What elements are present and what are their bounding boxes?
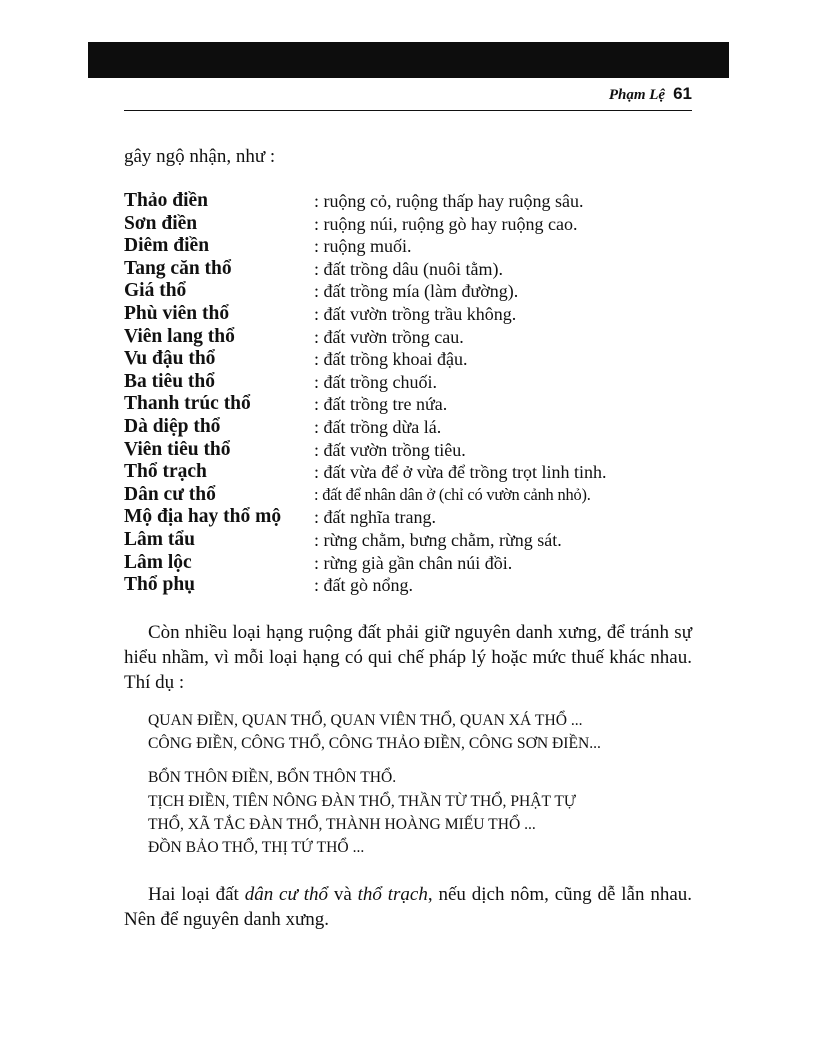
glossary-term: Tang căn thổ [124,257,232,279]
example-line: ĐỒN BẢO THỔ, THỊ TỨ THỔ ... [148,839,365,857]
glossary-definition: : ruộng núi, ruộng gò hay ruộng cao. [314,213,578,234]
glossary-term: Ba tiêu thổ [124,370,216,392]
glossary-definition: : ruộng cỏ, ruộng thấp hay ruộng sâu. [314,191,584,211]
glossary-definition: : đất trồng dừa lá. [314,416,442,437]
glossary-row [124,439,704,462]
glossary-row [124,371,704,394]
example-group-gap [148,755,601,766]
glossary-row [124,552,704,575]
glossary-term: Sơn điền [124,212,198,234]
examples-block [148,709,601,859]
example-line: QUAN ĐIỀN, QUAN THỔ, QUAN VIÊN THỔ, QUAN XÁ THỔ ... [148,712,583,729]
glossary-row [124,235,704,258]
glossary-term: Thanh trúc thổ [124,393,251,415]
glossary-term: Diêm điền [124,235,210,257]
glossary-row [124,393,704,416]
glossary-row [124,461,704,484]
glossary-definition: : ruộng muối. [314,236,412,257]
glossary-definition: : đất vừa để ở vừa để trồng trọt linh tinh. [314,462,607,483]
glossary-term: Viên tiêu thổ [124,438,231,460]
glossary-term: Phù viên thổ [124,302,230,324]
glossary-row [124,348,704,371]
body-paragraph-1: Còn nhiều loại hạng ruộng đất phải giữ nguyên danh xưng, để tránh sự hiểu nhầm, vì mỗi loại hạng có qui chế pháp lý hoặc mức thuế khác nhau. Thí dụ : [124,622,692,693]
glossary-row [124,326,704,349]
intro-line: gây ngộ nhận, như : [124,146,276,167]
paragraph2-text: và [327,884,358,905]
glossary-definition: : đất để nhân dân ở (chỉ có vườn cảnh nhỏ). [314,484,591,504]
body-paragraph-2 [124,882,692,932]
glossary-definition: : đất nghĩa trang. [314,507,436,528]
glossary-row [124,529,704,552]
glossary-definition: : đất trồng dâu (nuôi tằm). [314,258,503,279]
header-author: Phạm Lệ [608,87,666,103]
glossary-row [124,484,704,507]
glossary-term: Dà diệp thổ [124,415,221,437]
glossary-term: Lâm lộc [124,551,192,573]
glossary-definition: : đất vườn trồng cau. [314,326,464,347]
glossary-row [124,506,704,529]
running-header [124,84,692,111]
example-line: CÔNG ĐIỀN, CÔNG THỔ, CÔNG THẢO ĐIỀN, CÔNG SƠN ĐIỀN... [148,735,601,753]
glossary-row [124,258,704,281]
glossary-term: Vu đậu thổ [124,348,216,370]
glossary-term: Viên lang thổ [124,325,235,347]
example-line: BỔN THÔN ĐIỀN, BỔN THÔN THỔ. [148,769,397,787]
paragraph2-term-tho-trach: thổ trạch [357,884,428,905]
glossary-term: Dân cư thổ [124,483,216,505]
glossary-definition: : rừng già gần chân núi đồi. [314,552,513,573]
paragraph2-text: Hai loại đất [148,884,245,905]
top-black-bar [88,42,729,78]
example-line: TỊCH ĐIỀN, TIÊN NÔNG ĐÀN THỔ, THẦN TỪ THỔ, PHẬT TỰ [148,792,577,810]
page-number: 61 [673,84,692,103]
glossary-definition: : đất vườn trồng tiêu. [314,439,466,460]
glossary-definition: : đất vườn trồng trầu không. [314,303,517,324]
example-line: THỔ, XÃ TẮC ĐÀN THỔ, THÀNH HOÀNG MIẾU THỔ ... [148,815,536,833]
glossary-term: Thổ trạch [124,461,207,483]
glossary-definition: : đất trồng khoai đậu. [314,349,468,370]
glossary-term: Lâm tẩu [124,528,195,550]
glossary-definition: : rừng chằm, bưng chằm, rừng sát. [314,529,562,550]
glossary-row [124,280,704,303]
glossary-definition: : đất gò nổng. [314,575,413,596]
glossary-row [124,574,704,597]
glossary-term: Thổ phụ [124,574,196,596]
glossary-term: Thảo điền [124,190,208,211]
glossary-row [124,303,704,326]
paragraph2-text: , nếu dịch nôm, cũng dễ lẫn nhau. Nên để nguyên danh xưng. [124,884,693,930]
glossary-definition: : đất trồng chuối. [314,371,437,392]
glossary-definition: : đất trồng tre nứa. [314,394,448,415]
glossary-row [124,213,704,236]
glossary-definition: : đất trồng mía (làm đường). [314,281,519,302]
glossary-row [124,416,704,439]
glossary-list [124,190,704,597]
glossary-term: Mộ địa hay thổ mộ [124,506,282,528]
paragraph2-term-dan-cu-tho: dân cư thổ [244,884,328,905]
glossary-row [124,190,704,213]
glossary-term: Giá thổ [124,280,187,302]
